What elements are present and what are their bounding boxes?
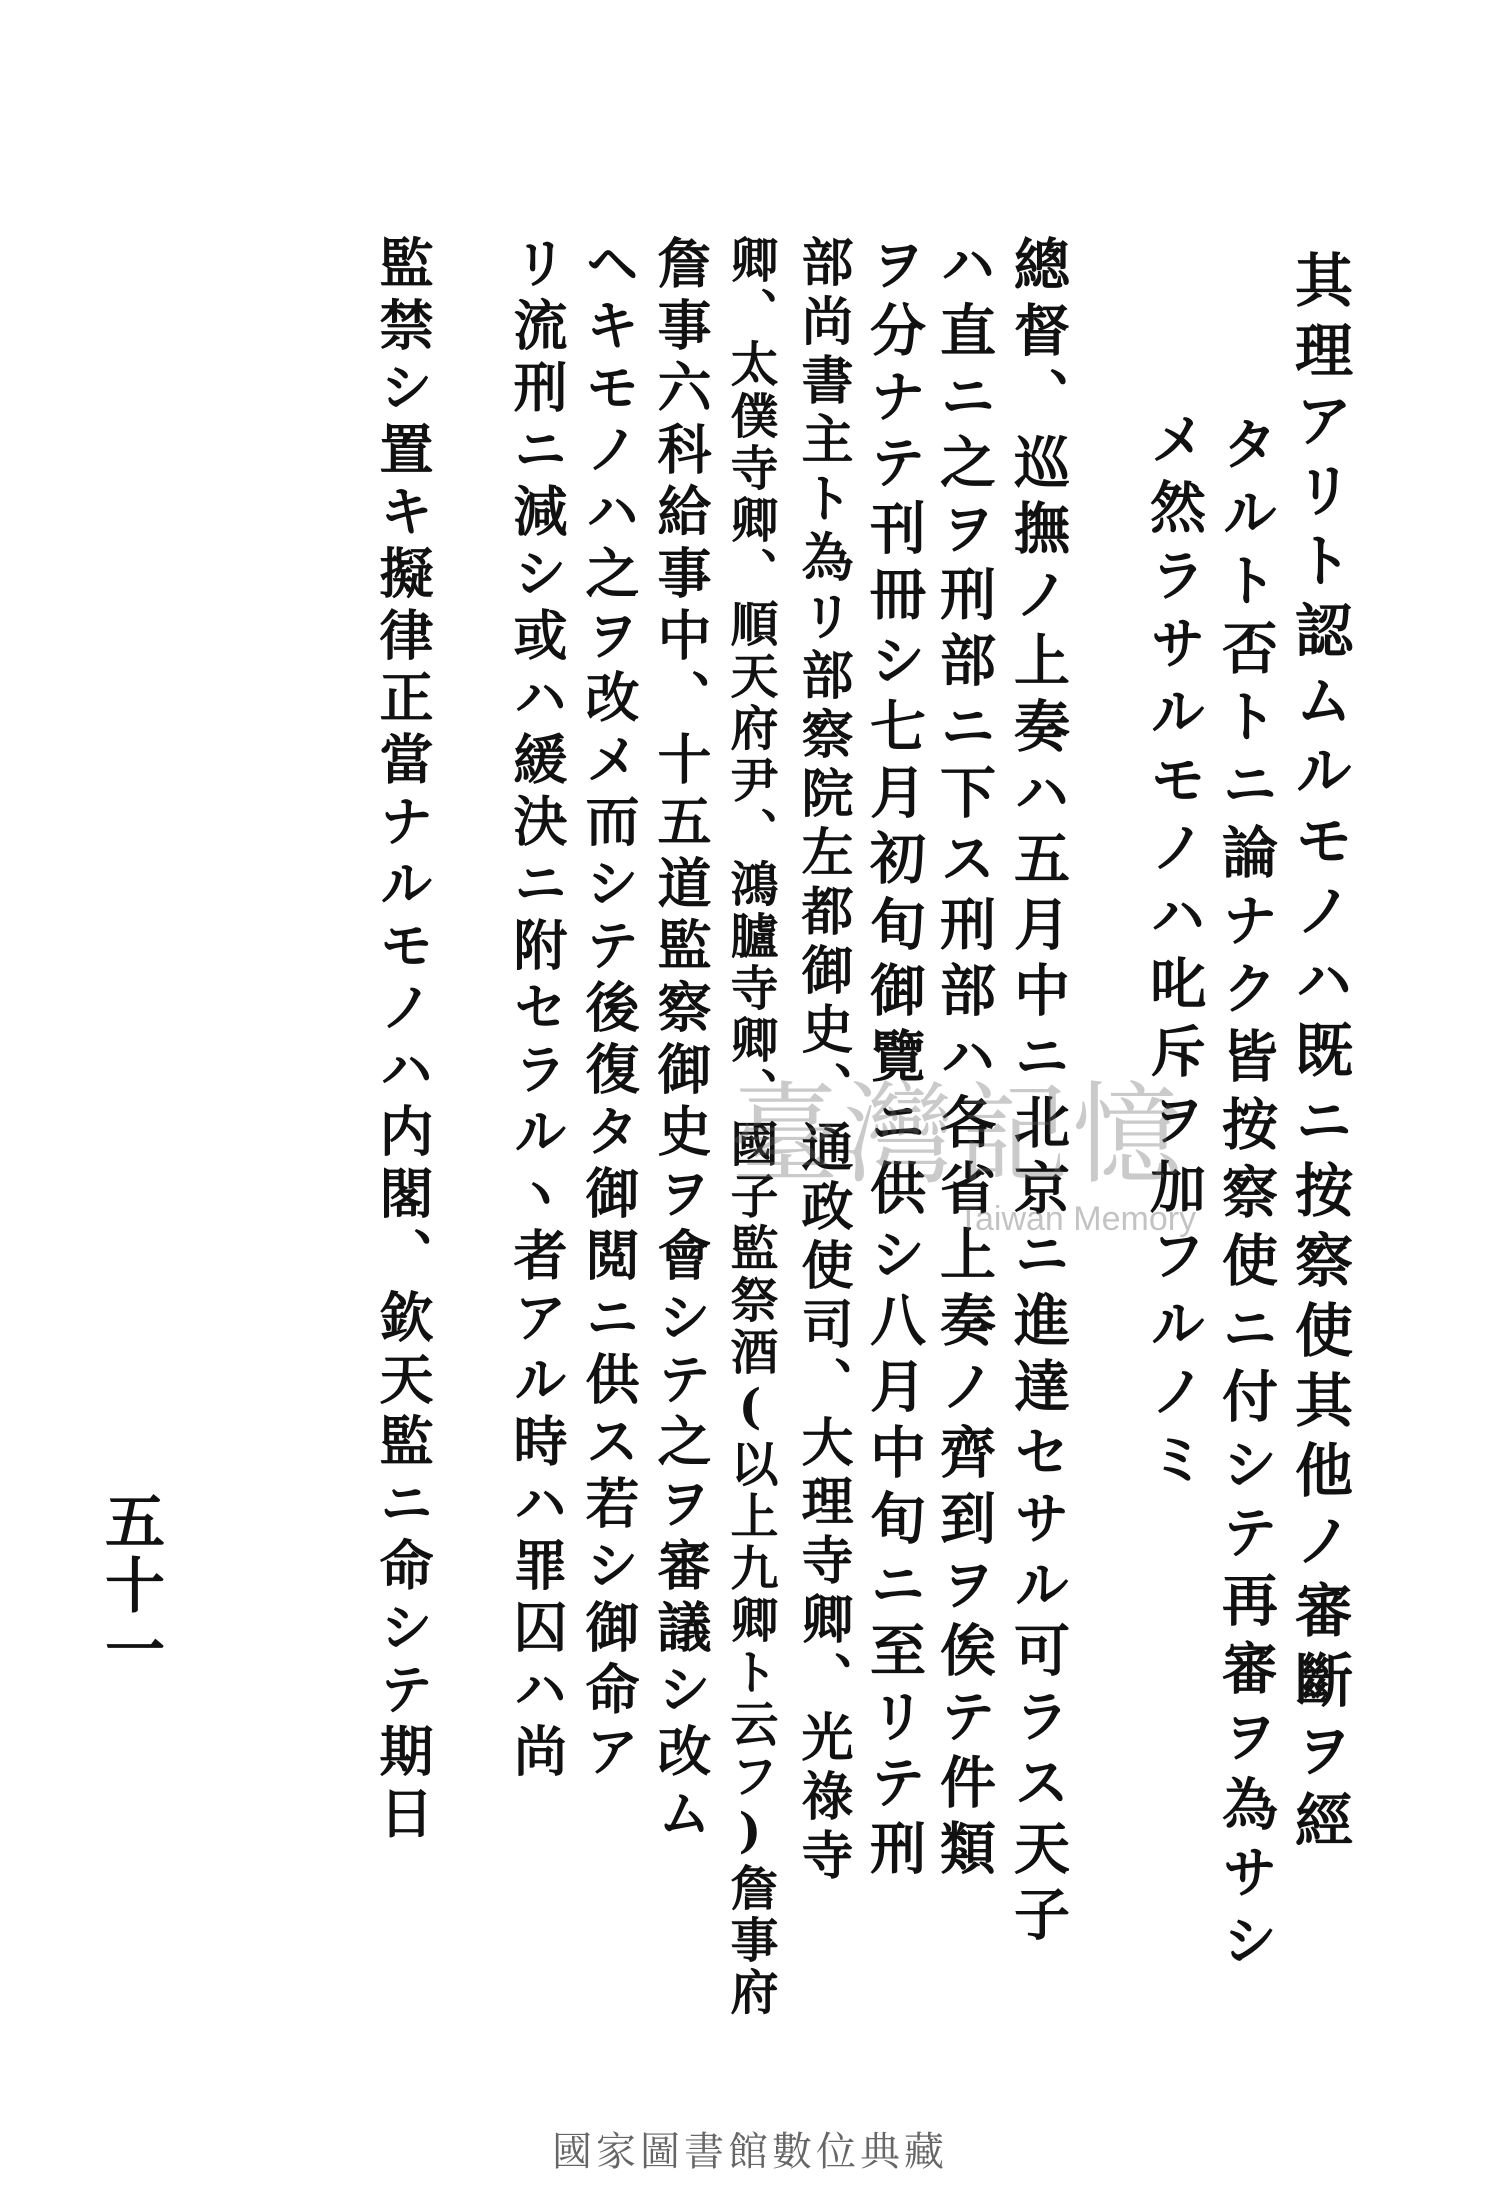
text-column-9: 詹事六科給事中、十五道監察御史ヲ會シテ之ヲ審議シ改ム — [649, 235, 713, 1847]
text-column-1: 其理アリト認ムルモノハ既ニ按察使其他ノ審斷ヲ經 — [1285, 250, 1353, 1860]
text-column-6: ヲ分ナテ刊冊シ七月初旬御覽ニ供シ八月中旬ニ至リテ刑 — [861, 235, 927, 1885]
text-column-3: メ然ラサルモノハ叱斥ヲ加フルノミ — [1141, 410, 1207, 1498]
text-column-8: 卿、太僕寺卿、順天府尹、鴻臚寺卿、國子監祭酒(以上九卿ト云フ)詹事府 — [722, 235, 778, 2019]
watermark-english-text: Taiwan Memory — [958, 1200, 1197, 1238]
text-column-4: 總督、巡撫ノ上奏ハ五月中ニ北京ニ進達セサル可ラス天子 — [1005, 235, 1071, 1951]
text-column-12: 監禁シ置キ擬律正當ナルモノハ内閣、欽天監ニ命シテ期日 — [371, 235, 435, 1847]
text-column-11: リ流刑ニ減シ或ハ緩決ニ附セラルヽ者アル時ハ罪囚ハ尚 — [505, 235, 569, 1785]
footer-collection-label: 國家圖書館數位典藏 — [552, 2129, 948, 2175]
text-column-2: タルト否トニ論ナク皆按察使ニ付シテ再審ヲ為サシ — [1213, 415, 1279, 1979]
page-number: 五十一 — [95, 1490, 165, 1682]
text-column-10: ヘキモノハ之ヲ改メ而シテ後復タ御閲ニ供ス若シ御命ア — [577, 235, 641, 1785]
text-column-7: 部尚書主ト為リ部察院左都御史、通政使司、大理寺卿、光祿寺 — [792, 235, 853, 1887]
text-column-5: ハ直ニ之ヲ刑部ニ下ス刑部ハ各省上奏ノ齊到ヲ俟テ件類 — [931, 235, 997, 1885]
watermark-cjk-text: 臺灣記憶 — [730, 1071, 1186, 1199]
